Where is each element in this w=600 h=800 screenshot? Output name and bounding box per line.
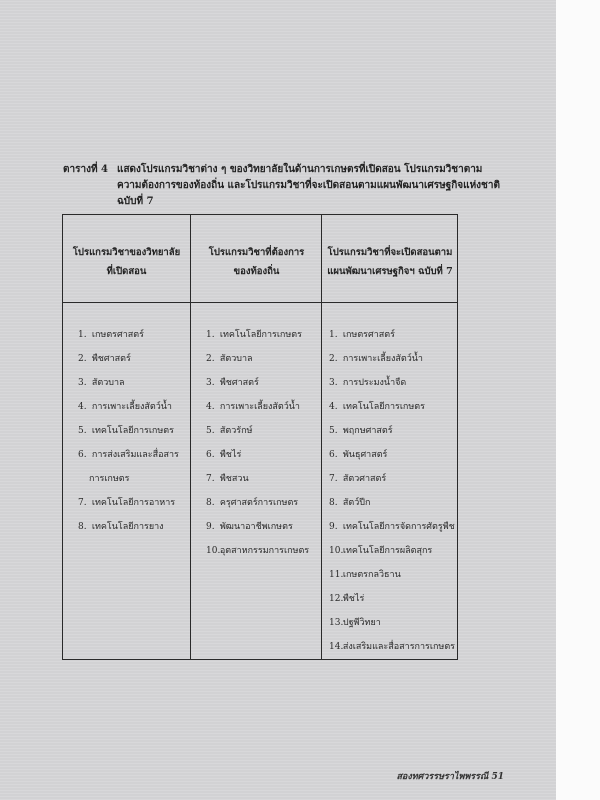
list-item bbox=[322, 395, 458, 419]
item-number: 7. bbox=[206, 474, 215, 484]
list-item bbox=[191, 371, 322, 395]
list-item bbox=[191, 491, 322, 515]
list-item bbox=[191, 347, 322, 371]
item-text: พืชสวน bbox=[219, 474, 249, 484]
list-item bbox=[191, 443, 322, 467]
list-item bbox=[63, 491, 190, 515]
column-header bbox=[191, 243, 322, 281]
list-item-continuation bbox=[63, 467, 190, 491]
column-header bbox=[63, 243, 190, 281]
column-plan-7-programs bbox=[321, 215, 458, 659]
caption-line-1: แสดงโปรแกรมวิชาต่าง ๆ ของวิทยาลัยในด้านการเกษตรที่เปิดสอน โปรแกรมวิชาตาม bbox=[117, 164, 483, 175]
item-text: พืชไร่ bbox=[342, 594, 365, 604]
header-line: ของท้องถิ่น bbox=[233, 266, 280, 277]
page-footer: สองทศวรรษราไพพรรณี 51 bbox=[396, 772, 504, 782]
item-text: สัตว์ปีก bbox=[342, 498, 371, 508]
header-line: โปรแกรมวิชาที่จะเปิดสอนตาม bbox=[327, 247, 453, 258]
header-line: แผนพัฒนาเศรษฐกิจฯ ฉบับที่ 7 bbox=[327, 266, 453, 277]
item-number: 2. bbox=[329, 354, 338, 364]
programs-table bbox=[62, 214, 458, 660]
header-line: ที่เปิดสอน bbox=[106, 266, 147, 277]
header-line: โปรแกรมวิชาของวิทยาลัย bbox=[72, 247, 181, 258]
list-item bbox=[322, 563, 458, 587]
list-item bbox=[191, 515, 322, 539]
list-item bbox=[322, 491, 458, 515]
list-item bbox=[63, 419, 190, 443]
item-text: เกษตรศาสตร์ bbox=[342, 330, 395, 340]
item-number: 14. bbox=[329, 642, 344, 652]
list-item bbox=[63, 443, 190, 467]
list-item bbox=[63, 515, 190, 539]
item-text: ครุศาสตร์การเกษตร bbox=[219, 498, 299, 508]
column-header bbox=[322, 243, 458, 281]
item-text: การเกษตร bbox=[89, 474, 130, 484]
item-number: 2. bbox=[78, 354, 87, 364]
item-number: 12. bbox=[329, 594, 344, 604]
list-item bbox=[322, 347, 458, 371]
column-local-needs bbox=[190, 215, 322, 659]
list-item bbox=[63, 347, 190, 371]
item-text: สัตวบาล bbox=[91, 378, 125, 388]
item-number: 9. bbox=[206, 522, 215, 532]
list-item bbox=[191, 539, 322, 563]
item-text: สัตวบาล bbox=[219, 354, 253, 364]
item-number: 5. bbox=[206, 426, 215, 436]
item-text: การเพาะเลี้ยงสัตว์น้ำ bbox=[342, 354, 423, 364]
item-number: 13. bbox=[329, 618, 344, 628]
item-number: 3. bbox=[78, 378, 87, 388]
item-text: การเพาะเลี้ยงสัตว์น้ำ bbox=[219, 402, 300, 412]
item-number: 5. bbox=[329, 426, 338, 436]
item-text: พืชศาสตร์ bbox=[91, 354, 131, 364]
item-text: เทคโนโลยีการผลิตสุกร bbox=[342, 546, 433, 556]
item-text: สัตวศาสตร์ bbox=[342, 474, 387, 484]
item-text: การเพาะเลี้ยงสัตว์น้ำ bbox=[91, 402, 172, 412]
item-text: เทคโนโลยีการอาหาร bbox=[91, 498, 176, 508]
item-number: 1. bbox=[329, 330, 338, 340]
program-list bbox=[191, 323, 322, 563]
item-number: 3. bbox=[206, 378, 215, 388]
item-number: 8. bbox=[329, 498, 338, 508]
list-item bbox=[322, 635, 458, 659]
list-item bbox=[322, 419, 458, 443]
caption-line-3: ฉบับที่ 7 bbox=[117, 196, 154, 207]
item-text: ปฐพีวิทยา bbox=[342, 618, 381, 628]
item-text: สัตวรักษ์ bbox=[219, 426, 253, 436]
item-text: เทคโนโลยีการยาง bbox=[91, 522, 164, 532]
item-number: 10. bbox=[329, 546, 344, 556]
item-text: การประมงน้ำจืด bbox=[342, 378, 407, 388]
item-text: พฤกษศาสตร์ bbox=[342, 426, 393, 436]
list-item bbox=[191, 395, 322, 419]
item-text: การส่งเสริมและสื่อสาร bbox=[91, 450, 179, 460]
item-number: 5. bbox=[78, 426, 87, 436]
caption-text bbox=[117, 162, 507, 210]
list-item bbox=[63, 371, 190, 395]
column-college-programs bbox=[63, 215, 190, 659]
item-text: พัฒนาอาชีพเกษตร bbox=[219, 522, 293, 532]
item-number: 9. bbox=[329, 522, 338, 532]
item-text: พันธุศาสตร์ bbox=[342, 450, 388, 460]
item-text: เกษตรกลวิธาน bbox=[342, 570, 401, 580]
list-item bbox=[63, 395, 190, 419]
item-number: 3. bbox=[329, 378, 338, 388]
list-item bbox=[191, 467, 322, 491]
item-number: 11. bbox=[329, 570, 344, 580]
item-number: 4. bbox=[329, 402, 338, 412]
item-text: พืชศาสตร์ bbox=[219, 378, 259, 388]
caption-label: ตารางที่ 4 bbox=[63, 164, 109, 175]
caption-line-2: ความต้องการของท้องถิ่น และโปรแกรมวิชาที่จะเปิดสอนตามแผนพัฒนาเศรษฐกิจแห่งชาติ bbox=[117, 180, 500, 191]
item-text: เทคโนโลยีการเกษตร bbox=[342, 402, 425, 412]
list-item bbox=[322, 467, 458, 491]
program-list bbox=[63, 323, 190, 539]
list-item bbox=[191, 419, 322, 443]
item-number: 1. bbox=[206, 330, 215, 340]
item-number: 8. bbox=[206, 498, 215, 508]
item-number: 6. bbox=[78, 450, 87, 460]
item-text: เทคโนโลยีการเกษตร bbox=[91, 426, 174, 436]
item-number: 4. bbox=[78, 402, 87, 412]
item-text: เทคโนโลยีการจัดการศัตรูพืช bbox=[342, 522, 455, 532]
item-number: 6. bbox=[206, 450, 215, 460]
list-item bbox=[322, 539, 458, 563]
program-list bbox=[322, 323, 458, 659]
item-number: 6. bbox=[329, 450, 338, 460]
item-number: 10. bbox=[206, 546, 221, 556]
item-text: อุตสาหกรรมการเกษตร bbox=[219, 546, 310, 556]
list-item bbox=[322, 323, 458, 347]
list-item bbox=[322, 611, 458, 635]
item-text: พืชไร่ bbox=[219, 450, 242, 460]
header-line: โปรแกรมวิชาที่ต้องการ bbox=[208, 247, 305, 258]
item-number: 1. bbox=[78, 330, 87, 340]
item-number: 8. bbox=[78, 522, 87, 532]
item-number: 7. bbox=[329, 474, 338, 484]
item-text: ส่งเสริมและสื่อสารการเกษตร bbox=[342, 642, 456, 652]
item-number: 4. bbox=[206, 402, 215, 412]
list-item bbox=[322, 371, 458, 395]
item-text: เทคโนโลยีการเกษตร bbox=[219, 330, 302, 340]
list-item bbox=[322, 587, 458, 611]
list-item bbox=[322, 443, 458, 467]
list-item bbox=[322, 515, 458, 539]
item-number: 2. bbox=[206, 354, 215, 364]
list-item bbox=[191, 323, 322, 347]
item-text: เกษตรศาสตร์ bbox=[91, 330, 144, 340]
list-item bbox=[63, 323, 190, 347]
item-number: 7. bbox=[78, 498, 87, 508]
